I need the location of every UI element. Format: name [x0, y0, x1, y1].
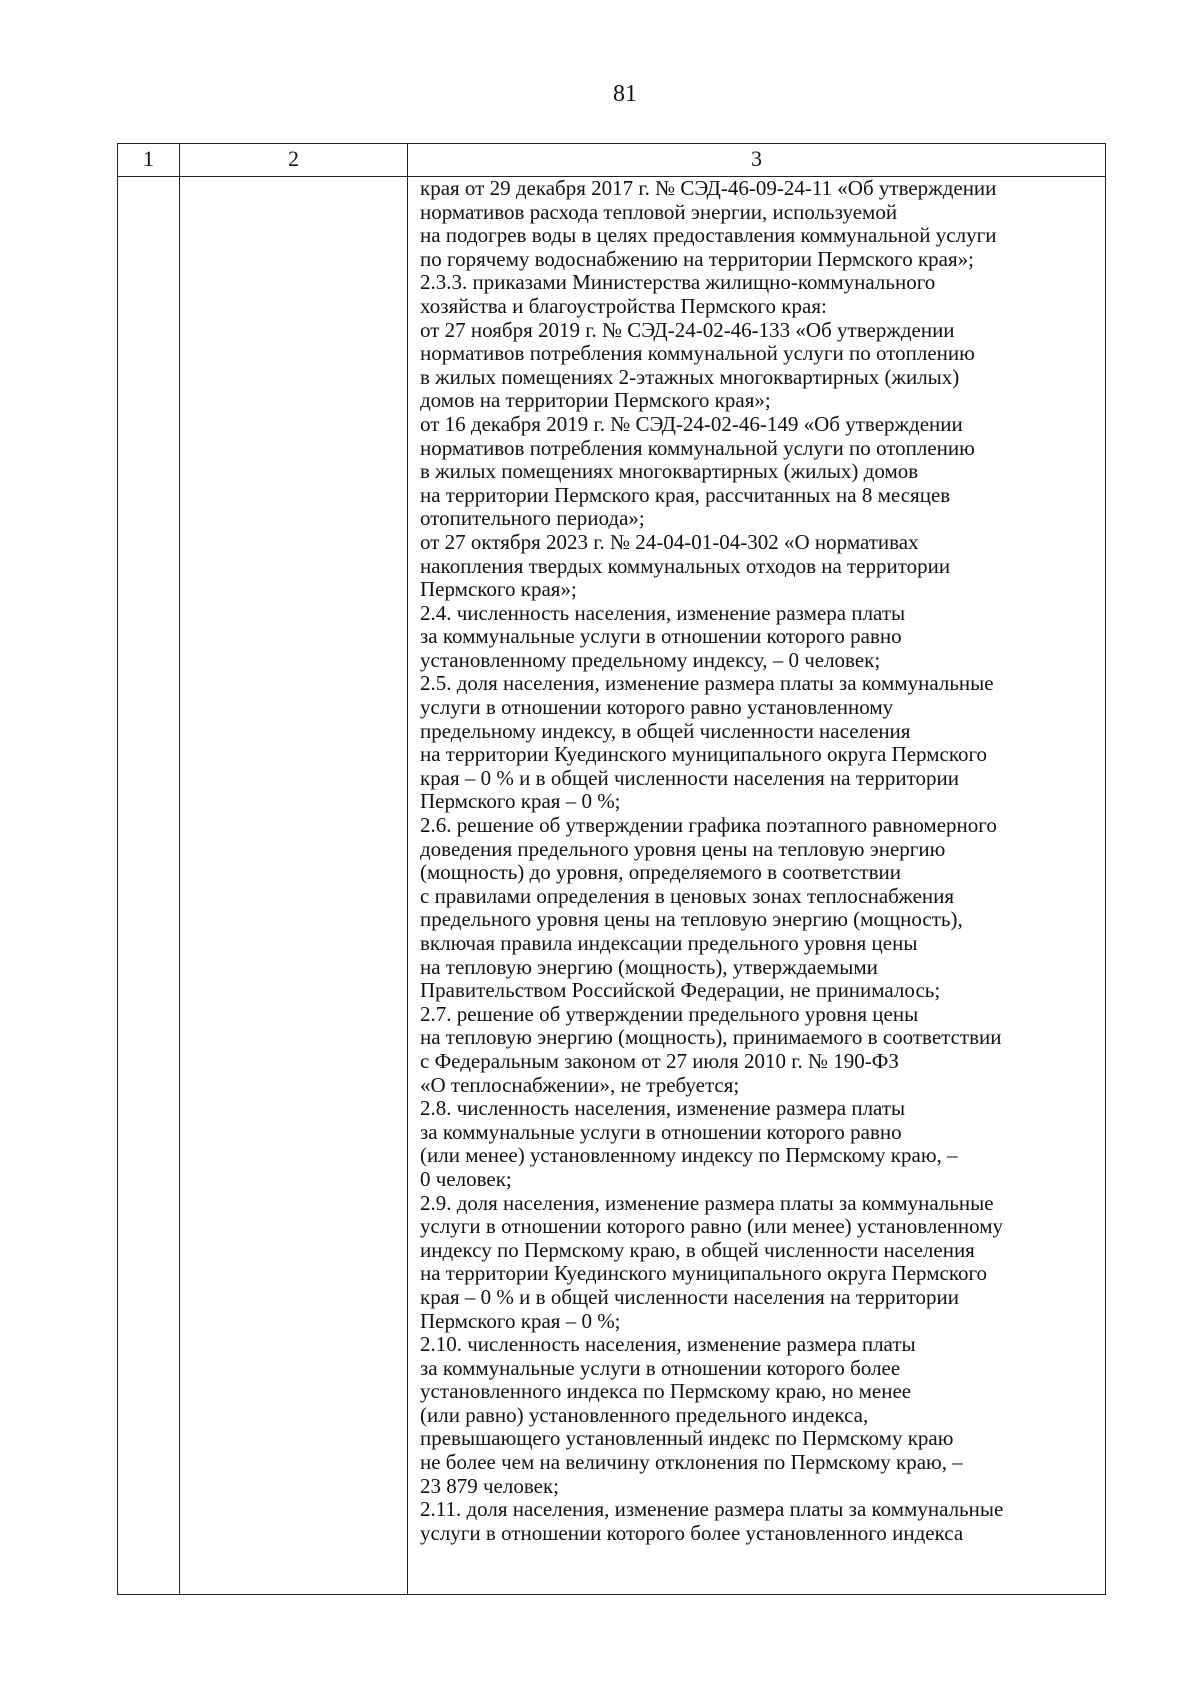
column-header-2: 2: [180, 144, 408, 177]
text-line: за коммунальные услуги в отношении которого равно: [420, 625, 902, 649]
cell-column-1: [118, 177, 180, 1595]
text-line: на подогрев воды в целях предоставления коммунальной услуги: [420, 224, 997, 248]
text-line: Пермского края – 0 %;: [420, 1309, 621, 1333]
text-line: с правилами определения в ценовых зонах теплоснабжения: [420, 884, 955, 908]
text-line: включая правила индексации предельного уровня цены: [420, 932, 918, 955]
document-table: [117, 143, 1106, 1595]
text-line: накопления твердых коммунальных отходов на территории: [420, 554, 951, 578]
text-line: 2.4. численность населения, изменение размера платы: [420, 601, 906, 625]
text-line: на территории Куединского муниципального округа Пермского: [420, 1262, 988, 1286]
text-block: [420, 177, 1101, 1545]
text-line: от 27 ноября 2019 г. № СЭД-24-02-46-133 «Об утверждении: [420, 318, 955, 342]
text-line: с Федеральным законом от 27 июля 2010 г. № 190-ФЗ: [420, 1049, 899, 1073]
text-line: края от 29 декабря 2017 г. № СЭД-46-09-24-11 «Об утверждении: [420, 177, 997, 200]
text-line: края – 0 % и в общей численности населения на территории: [420, 766, 959, 790]
text-line: (или менее) установленному индексу по Пермскому краю, –: [420, 1144, 958, 1168]
text-line: предельному индексу, в общей численности населения: [420, 719, 911, 743]
text-line: на территории Куединского муниципального округа Пермского: [420, 743, 988, 767]
text-line: (или равно) установленного предельного индекса,: [420, 1403, 869, 1427]
text-line: не более чем на величину отклонения по Пермскому краю, –: [420, 1451, 963, 1475]
text-line: в жилых помещениях многоквартирных (жилых) домов: [420, 460, 919, 484]
text-line: 2.8. численность населения, изменение размера платы: [420, 1097, 906, 1121]
text-line: превышающего установленный индекс по Пермскому краю: [420, 1427, 954, 1451]
text-line: за коммунальные услуги в отношении которого равно: [420, 1120, 902, 1144]
table-header-row: [118, 144, 1106, 177]
text-line: услуги в отношении которого более установленного индекса: [420, 1521, 964, 1545]
text-line: 2.6. решение об утверждении графика поэтапного равномерного: [420, 814, 997, 838]
text-line: нормативов расхода тепловой энергии, используемой: [420, 200, 898, 224]
text-line: доведения предельного уровня цены на тепловую энергию: [420, 837, 946, 861]
column-header-3: 3: [408, 144, 1106, 177]
text-line: нормативов потребления коммунальной услуги по отоплению: [420, 436, 975, 460]
text-line: на тепловую энергию (мощность), принимаемого в соответствии: [420, 1026, 1002, 1050]
table-row: [118, 177, 1106, 1595]
text-line: от 16 декабря 2019 г. № СЭД-24-02-46-149 «Об утверждении: [420, 412, 963, 436]
text-line: 2.10. численность населения, изменение размера платы: [420, 1333, 916, 1357]
text-line: Пермского края – 0 %;: [420, 790, 621, 814]
text-line: хозяйства и благоустройства Пермского края:: [420, 294, 827, 318]
text-line: 0 человек;: [420, 1167, 512, 1191]
text-line: 2.9. доля населения, изменение размера платы за коммунальные: [420, 1191, 994, 1215]
text-line: услуги в отношении которого равно (или менее) установленному: [420, 1215, 1004, 1239]
text-line: услуги в отношении которого равно установленному: [420, 696, 894, 720]
text-line: в жилых помещениях 2-этажных многоквартирных (жилых): [420, 365, 960, 389]
text-line: Правительством Российской Федерации, не принималось;: [420, 979, 941, 1003]
text-line: (мощность) до уровня, определяемого в соответствии: [420, 861, 901, 885]
text-line: «О теплоснабжении», не требуется;: [420, 1073, 740, 1097]
text-line: домов на территории Пермского края»;: [420, 389, 771, 413]
text-line: 2.11. доля населения, изменение размера платы за коммунальные: [420, 1498, 1004, 1522]
text-line: 2.3.3. приказами Министерства жилищно-коммунального: [420, 271, 936, 295]
text-line: установленному предельному индексу, – 0 человек;: [420, 648, 881, 672]
text-line: 2.7. решение об утверждении предельного уровня цены: [420, 1002, 919, 1026]
text-line: нормативов потребления коммунальной услуги по отоплению: [420, 342, 975, 366]
text-line: предельного уровня цены на тепловую энергию (мощность),: [420, 908, 963, 932]
text-line: на территории Пермского края, рассчитанных на 8 месяцев: [420, 483, 951, 507]
text-line: за коммунальные услуги в отношении которого более: [420, 1356, 901, 1380]
cell-column-2: [180, 177, 408, 1595]
text-line: Пермского края»;: [420, 578, 577, 602]
text-line: на тепловую энергию (мощность), утверждаемыми: [420, 955, 878, 979]
text-line: от 27 октября 2023 г. № 24-04-01-04-302 «О нормативах: [420, 530, 919, 554]
cell-column-3: [408, 177, 1106, 1595]
text-line: установленного индекса по Пермскому краю, но менее: [420, 1380, 912, 1404]
text-line: по горячему водоснабжению на территории Пермского края»;: [420, 247, 974, 271]
text-line: края – 0 % и в общей численности населения на территории: [420, 1285, 959, 1309]
text-line: 2.5. доля населения, изменение размера платы за коммунальные: [420, 672, 994, 696]
column-header-1: 1: [118, 144, 180, 177]
text-line: 23 879 человек;: [420, 1474, 560, 1498]
text-line: отопительного периода»;: [420, 507, 645, 531]
text-line: индексу по Пермскому краю, в общей численности населения: [420, 1238, 975, 1262]
page-number: 81: [613, 81, 637, 107]
